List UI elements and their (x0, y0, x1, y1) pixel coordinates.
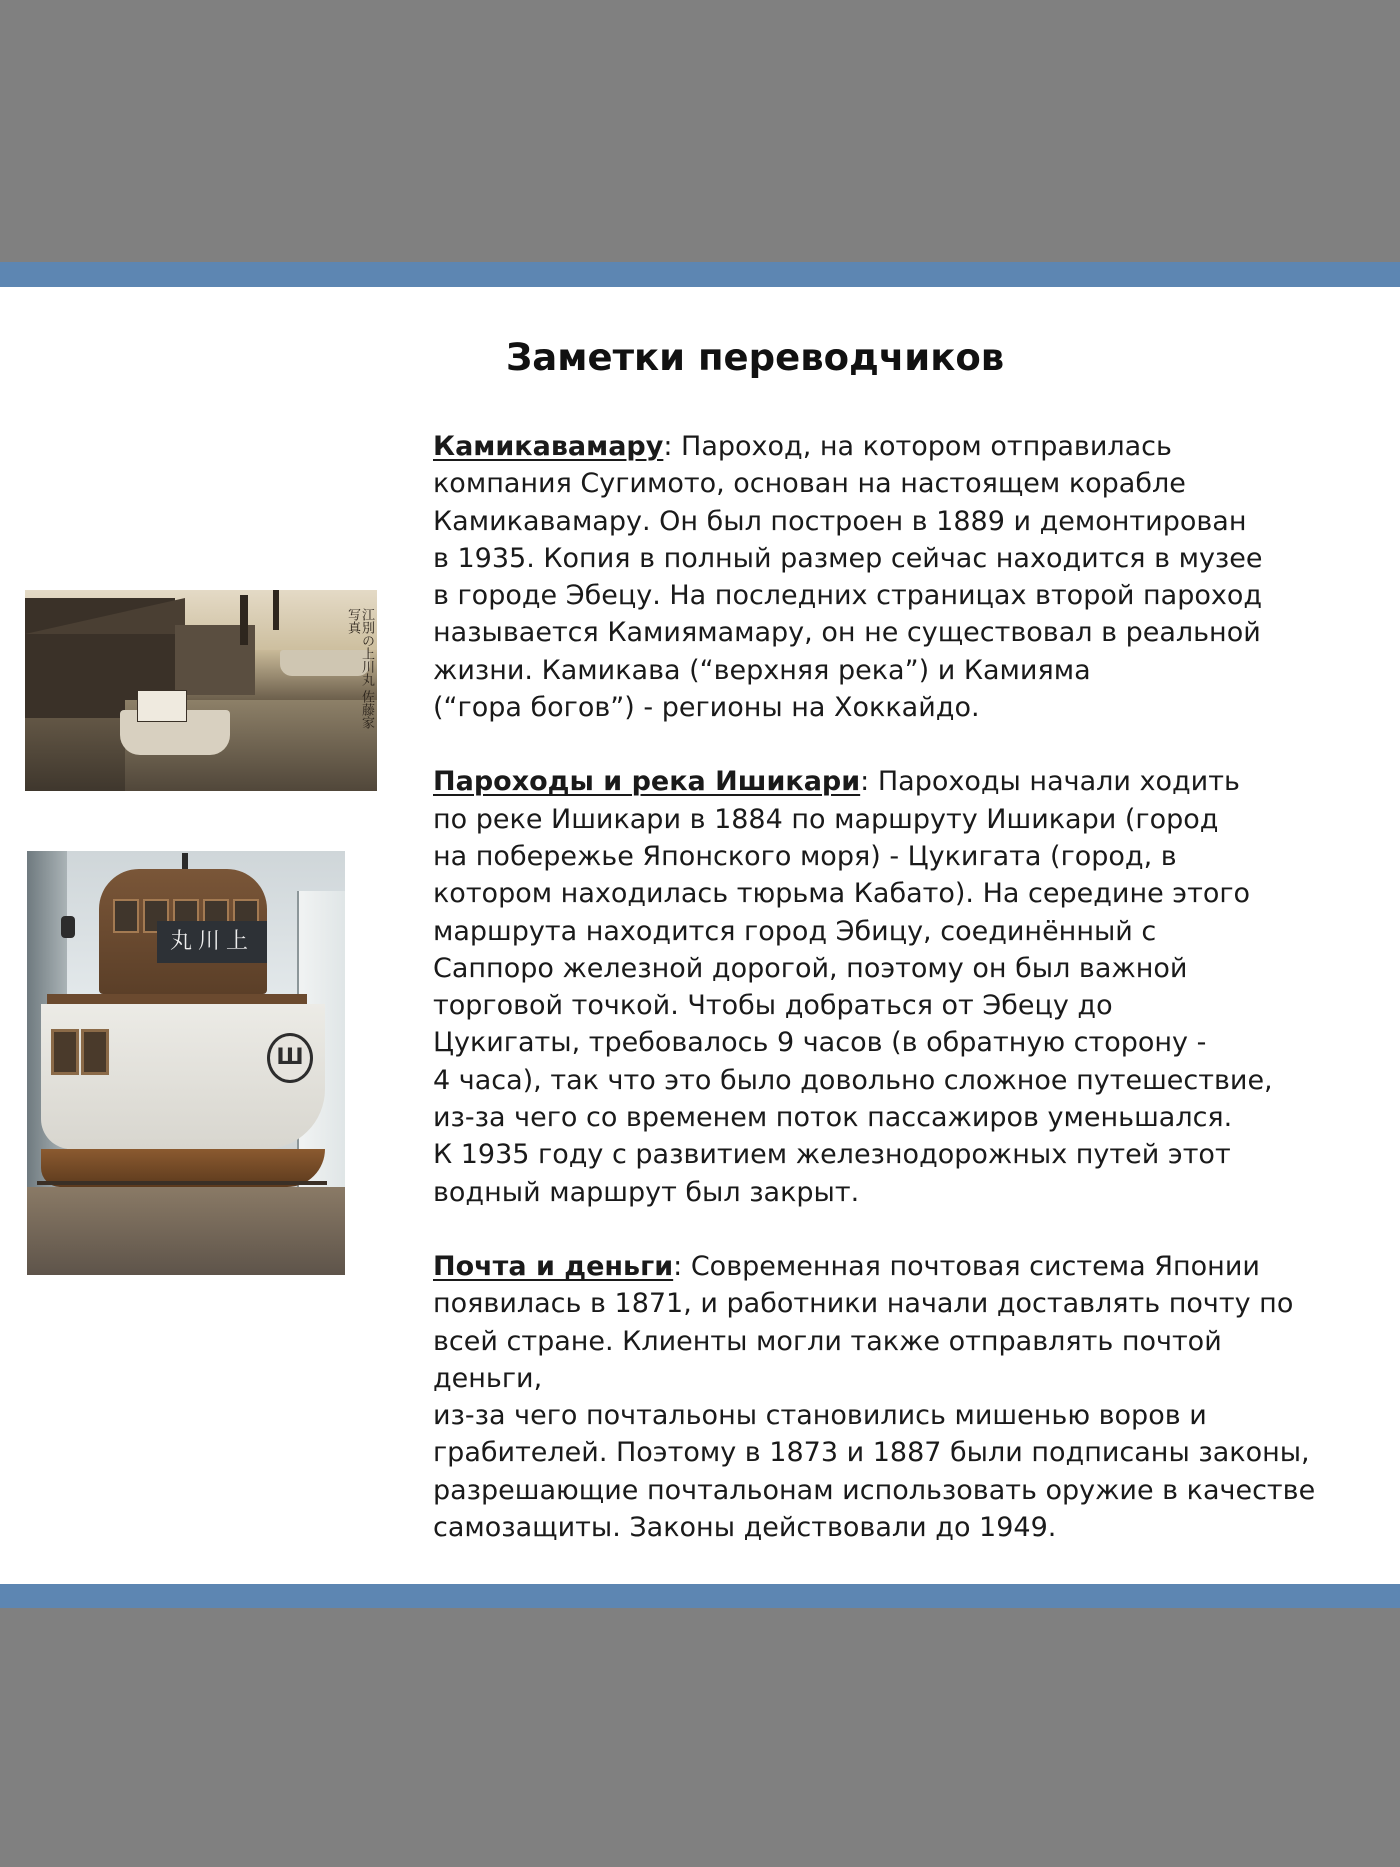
company-emblem: Ш (267, 1033, 313, 1083)
page-title: Заметки переводчиков (506, 336, 1005, 379)
lamp-icon (61, 916, 75, 938)
note-mail-money (433, 1248, 1333, 1546)
notes-section (433, 428, 1333, 1583)
note-text: : Пароходы начали ходить по реке Ишикари в 1884 по маршруту Ишикари (город на побережье Японского моря) - Цукигата (город, в котором находилась тюрьма Кабато). На середине этого маршрута находится город Эбицу, соединённый с Саппоро железной дорогой, поэтому он был важной торговой точкой. Чтобы добраться от Эбецу до Цукигаты, требовалось 9 часов (в обратную сторону - 4 часа), так что это было довольно сложное путешествие, из-за чего со временем поток пассажиров уменьшался. К 1935 году с развитием железнодорожных путей этот водный маршрут был закрыт. (433, 766, 1273, 1208)
note-text: : Современная почтовая система Японии появилась в 1871, и работники начали доставлять почту по всей стране. Клиенты могли также отправлять почтой деньги, из-за чего почтальоны становились мишенью воров и грабителей. Поэтому в 1873 и 1887 были подписаны законы, разрешающие почтальонам использовать оружие в качестве самозащиты. Законы действовали до 1949. (433, 1250, 1316, 1544)
note-text: : Пароход, на котором отправилась компания Сугимото, основан на настоящем корабле Камикавамару. Он был построен в 1889 и демонтирован в 1935. Копия в полный размер сейчас находится в музее в городе Эбецу. На последних страницах второй пароход называется Камиямамару, он не существовал в реальной жизни. Камикава (“верхняя река”) и Камияма (“гора богов”) - регионы на Хоккайдо. (433, 431, 1263, 724)
note-kamikawamaru (433, 428, 1333, 726)
steamer-replica-photo (27, 851, 345, 1275)
harbour-photo (25, 590, 377, 791)
bottom-blue-stripe (0, 1584, 1400, 1608)
photo-handwritten-inscription: 江別の上川丸 佐藤家写真 (345, 608, 374, 730)
top-gray-band (0, 0, 1400, 262)
note-term: Пароходы и река Ишикари (433, 766, 861, 798)
note-steamers-ishikari (433, 763, 1333, 1211)
ship-name-sign: 丸川上 (157, 921, 267, 963)
note-term: Камикавамару (433, 431, 664, 462)
note-term: Почта и деньги (433, 1250, 674, 1282)
top-blue-stripe (0, 262, 1400, 287)
bottom-gray-band (0, 1608, 1400, 1867)
